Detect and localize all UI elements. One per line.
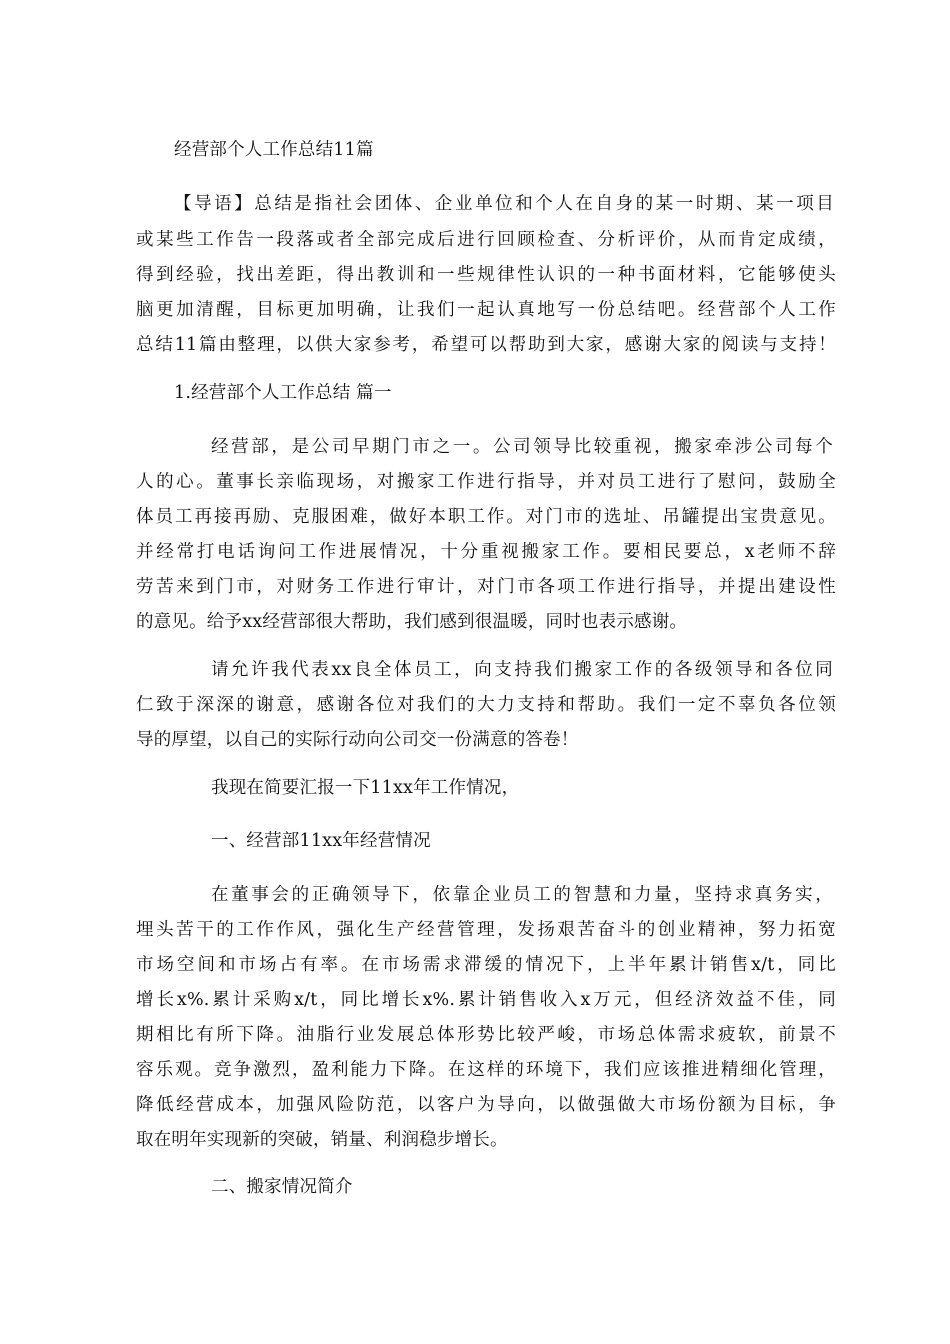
paragraph-line: 期相比有所下降。油脂行业发展总体形势比较严峻，市场总体需求疲软，前景不: [136, 1025, 836, 1045]
intro-line: 或某些工作告一段落或者全部完成后进行回顾检查、分析评价，从而肯定成绩，: [136, 230, 836, 250]
intro-line: 脑更加清醒，目标更加明确，让我们一起认真地写一份总结吧。经营部个人工作: [136, 300, 836, 320]
paragraph-line: 市场空间和市场占有率。在市场需求滞缓的情况下，上半年累计销售x/t，同比: [136, 955, 836, 975]
intro-line: 【导语】总结是指社会团体、企业单位和个人在自身的某一时期、某一项目: [174, 194, 834, 214]
paragraph-line: 容乐观。竞争激烈，盈利能力下降。在这样的环境下，我们应该推进精细化管理，: [136, 1060, 836, 1080]
intro-line: 总结11篇由整理，以供大家参考，希望可以帮助到大家，感谢大家的阅读与支持！: [136, 335, 836, 355]
paragraph-line: 请允许我代表xx良全体员工，向支持我们搬家工作的各级领导和各位同: [211, 660, 833, 680]
paragraph-line: 取在明年实现新的突破，销量、利润稳步增长。: [136, 1130, 508, 1150]
paragraph-line: 经营部，是公司早期门市之一。公司领导比较重视，搬家牵涉公司每个: [211, 437, 833, 457]
paragraph-line: 劳苦来到门市，对财务工作进行审计，对门市各项工作进行指导，并提出建设性: [136, 577, 836, 597]
paragraph-line: 在董事会的正确领导下，依靠企业员工的智慧和力量，坚持求真务实，: [211, 885, 833, 905]
paragraph-line: 体员工再接再励、克服困难，做好本职工作。对门市的选址、吊罐提出宝贵意见。: [136, 507, 836, 527]
paragraph-line: 增长x%.累计采购x/t，同比增长x%.累计销售收入x万元，但经济效益不佳，同: [136, 990, 836, 1010]
paragraph-line: 埋头苦干的工作作风，强化生产经营管理，发扬艰苦奋斗的创业精神，努力拓宽: [136, 920, 836, 940]
paragraph-line: 降低经营成本，加强风险防范，以客户为导向，以做强做大市场份额为目标，争: [136, 1095, 836, 1115]
subheading-operations: 一、经营部11xx年经营情况: [211, 831, 431, 851]
intro-line: 得到经验，找出差距，得出教训和一些规律性认识的一种书面材料，它能够使头: [136, 265, 836, 285]
paragraph-3: 我现在简要汇报一下11xx年工作情况，: [211, 778, 520, 798]
paragraph-line: 人的心。董事长亲临现场，对搬家工作进行指导，并对员工进行了慰问，鼓励全: [136, 472, 836, 492]
paragraph-line: 仁致于深深的谢意，感谢各位对我们的大力支持和帮助。我们一定不辜负各位领: [136, 695, 836, 715]
paragraph-line: 并经常打电话询问工作进展情况，十分重视搬家工作。要相民要总，x老师不辞: [136, 542, 836, 562]
paragraph-line: 的意见。给予xx经营部很大帮助，我们感到很温暖，同时也表示感谢。: [136, 612, 688, 632]
document-title: 经营部个人工作总结11篇: [174, 140, 374, 160]
subheading-moving: 二、搬家情况简介: [211, 1177, 353, 1197]
section-heading: 1.经营部个人工作总结 篇一: [174, 383, 392, 403]
paragraph-line: 导的厚望，以自己的实际行动向公司交一份满意的答卷！: [136, 730, 579, 750]
